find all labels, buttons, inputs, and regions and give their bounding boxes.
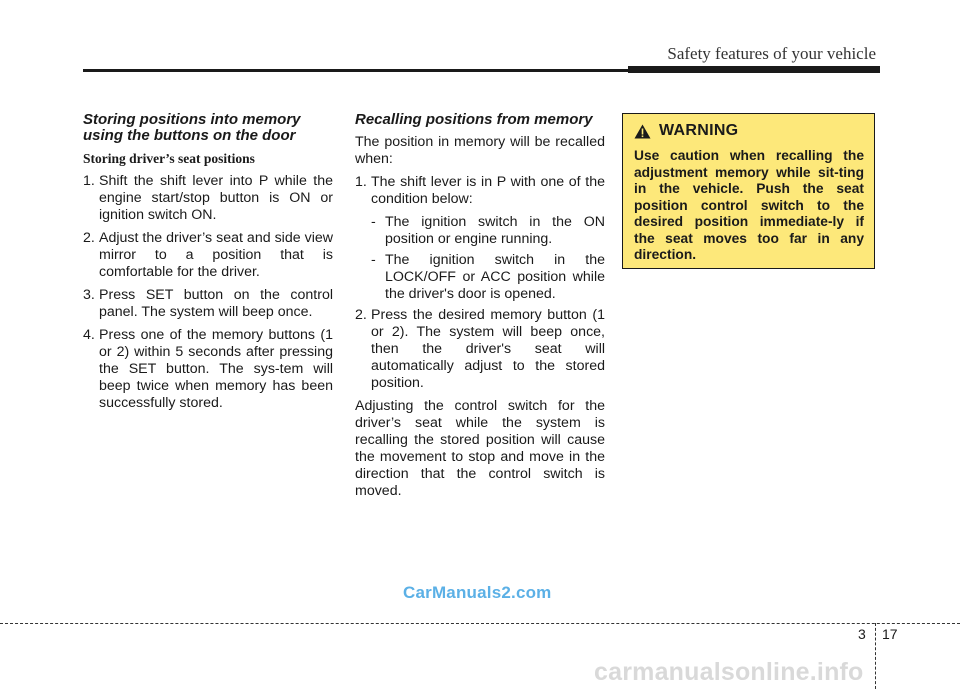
item-text: Shift the shift lever into P while the engine start/stop button is ON or ignition switch ON.	[99, 173, 333, 223]
chapter-number: 3	[858, 626, 866, 642]
footer-divider	[875, 623, 876, 689]
item-number: 1.	[83, 173, 95, 189]
left-subheading: Storing driver’s seat positions	[83, 151, 255, 166]
section-title: Safety features of your vehicle	[667, 44, 876, 63]
sub-item-text: The ignition switch in the ON position or engine running.	[385, 214, 605, 247]
list-item	[83, 287, 333, 321]
item-number: 2.	[83, 230, 95, 246]
middle-intro: The position in memory will be recalled when:	[355, 134, 605, 167]
warning-triangle-icon	[634, 124, 651, 139]
item-text: Adjust the driver’s seat and side view mirror to a position that is comfortable for the driver.	[99, 230, 333, 280]
item-number: 3.	[83, 287, 95, 303]
left-heading: Storing positions into memory using the buttons on the door	[83, 111, 301, 144]
list-item	[355, 174, 605, 208]
list-item	[83, 173, 333, 224]
sub-item-text: The ignition switch in the LOCK/OFF or ACC position while the driver's door is opened.	[385, 252, 605, 302]
list-item	[83, 327, 333, 412]
warning-header	[634, 122, 864, 140]
left-column	[83, 112, 333, 418]
warning-box	[622, 113, 875, 269]
sub-item-dash: -	[371, 214, 376, 230]
item-text: Press one of the memory buttons (1 or 2) within 5 seconds after pressing the SET button. The sys-tem will beep twice when memory has been successfully stored.	[99, 327, 333, 411]
item-text: Press the desired memory button (1 or 2). The system will beep once, then the driver's seat will automatically adjust to the stored position.	[371, 307, 605, 391]
sub-item	[371, 214, 605, 248]
footer-rule	[0, 623, 960, 624]
middle-column	[355, 112, 605, 506]
page-number: 17	[882, 626, 898, 642]
middle-closing: Adjusting the control switch for the driver’s seat while the system is recalling the stored position will cause the movement to stop and move in the direction that the control switch is moved.	[355, 398, 605, 499]
list-item	[355, 307, 605, 392]
footer-site-watermark: carmanualsonline.info	[594, 658, 864, 686]
warning-body: Use caution when recalling the adjustment memory while sit-ting in the vehicle. Push the seat position control switch to the desired position immediate-ly if the seat moves too far in any direction.	[634, 148, 864, 262]
list-item	[83, 230, 333, 281]
watermark: CarManuals2.com	[403, 583, 552, 602]
item-number: 4.	[83, 327, 95, 343]
item-text: Press SET button on the control panel. The system will beep once.	[99, 287, 333, 320]
item-text: The shift lever is in P with one of the condition below:	[371, 174, 605, 207]
sub-item-dash: -	[371, 252, 376, 268]
middle-heading: Recalling positions from memory	[355, 111, 593, 128]
warning-title: WARNING	[659, 122, 739, 139]
item-number: 2.	[355, 307, 367, 323]
header-rule-accent	[628, 66, 880, 73]
sub-item	[371, 252, 605, 303]
item-number: 1.	[355, 174, 367, 190]
